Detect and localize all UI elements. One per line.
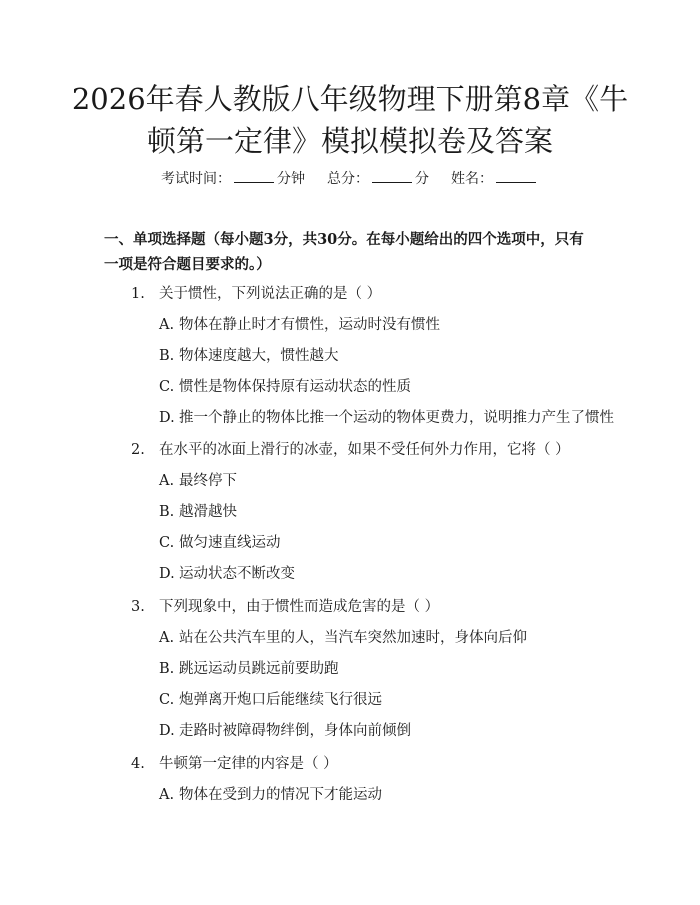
option-letter: A.	[159, 787, 175, 803]
question-2-option-d	[159, 564, 295, 584]
question-4-option-a	[159, 785, 382, 805]
question-3-option-c	[159, 690, 382, 710]
question-1	[131, 284, 381, 304]
question-4	[131, 754, 338, 774]
option-text: 物体在静止时才有惯性，运动时没有惯性	[179, 317, 440, 333]
option-letter: C.	[159, 692, 175, 708]
question-2-option-b	[159, 502, 237, 522]
exam-info-line	[60, 168, 640, 189]
question-text: 下列现象中，由于惯性而造成危害的是（ ）	[159, 599, 440, 615]
option-text: 站在公共汽车里的人，当汽车突然加速时，身体向后仰	[179, 630, 527, 646]
option-text: 越滑越快	[179, 504, 237, 520]
name-label: 姓名：	[451, 171, 493, 187]
document-title: 2026年春人教版八年级物理下册第8章《牛顿第一定律》模拟模拟卷及答案	[71, 82, 629, 158]
option-letter: C.	[159, 379, 175, 395]
question-3-option-b	[159, 659, 339, 679]
total-score-field	[327, 168, 429, 189]
option-letter: C.	[159, 535, 175, 551]
option-text: 跳远运动员跳远前要助跑	[179, 661, 339, 677]
option-letter: B.	[159, 348, 175, 364]
exam-time-blank	[234, 168, 274, 183]
exam-time-unit: 分钟	[277, 171, 305, 187]
option-letter: D.	[159, 723, 175, 739]
option-letter: B.	[159, 504, 175, 520]
question-3	[131, 597, 439, 617]
option-text: 最终停下	[179, 473, 237, 489]
option-letter: A.	[159, 317, 175, 333]
section-title: 一、单项选择题（每小题3分，共30分。在每小题给出的四个选项中，只有一项是符合题目要求的。）	[104, 231, 584, 273]
option-text: 惯性是物体保持原有运动状态的性质	[179, 379, 411, 395]
total-score-blank	[372, 168, 412, 183]
option-text: 走路时被障碍物绊倒，身体向前倾倒	[179, 723, 411, 739]
question-3-option-d	[159, 721, 411, 741]
question-number: 3.	[131, 599, 145, 615]
question-1-option-b	[159, 346, 339, 366]
question-1-option-c	[159, 377, 411, 397]
question-number: 2.	[131, 442, 145, 458]
question-3-option-a	[159, 628, 527, 648]
total-score-label: 总分：	[327, 171, 369, 187]
question-text: 牛顿第一定律的内容是（ ）	[159, 756, 338, 772]
option-text: 炮弹离开炮口后能继续飞行很远	[179, 692, 382, 708]
option-letter: B.	[159, 661, 175, 677]
option-letter: D.	[159, 410, 175, 426]
option-letter: A.	[159, 630, 175, 646]
option-text: 运动状态不断改变	[179, 566, 295, 582]
option-text: 做匀速直线运动	[179, 535, 281, 551]
question-1-option-d	[159, 408, 614, 428]
question-number: 1.	[131, 286, 145, 302]
exam-time-field	[161, 168, 305, 189]
name-field	[451, 168, 539, 189]
option-letter: D.	[159, 566, 175, 582]
question-2-option-c	[159, 533, 281, 553]
option-text: 物体速度越大，惯性越大	[179, 348, 339, 364]
question-1-option-a	[159, 315, 440, 335]
question-2-option-a	[159, 471, 237, 491]
question-2	[131, 440, 570, 460]
name-blank	[496, 168, 536, 183]
question-text: 在水平的冰面上滑行的冰壶，如果不受任何外力作用，它将（ ）	[159, 442, 570, 458]
option-letter: A.	[159, 473, 175, 489]
total-score-unit: 分	[415, 171, 429, 187]
option-text: 物体在受到力的情况下才能运动	[179, 787, 382, 803]
option-text: 推一个静止的物体比推一个运动的物体更费力，说明推力产生了惯性	[179, 410, 614, 426]
question-number: 4.	[131, 756, 145, 772]
question-text: 关于惯性，下列说法正确的是（ ）	[159, 286, 382, 302]
exam-time-label: 考试时间：	[161, 171, 231, 187]
